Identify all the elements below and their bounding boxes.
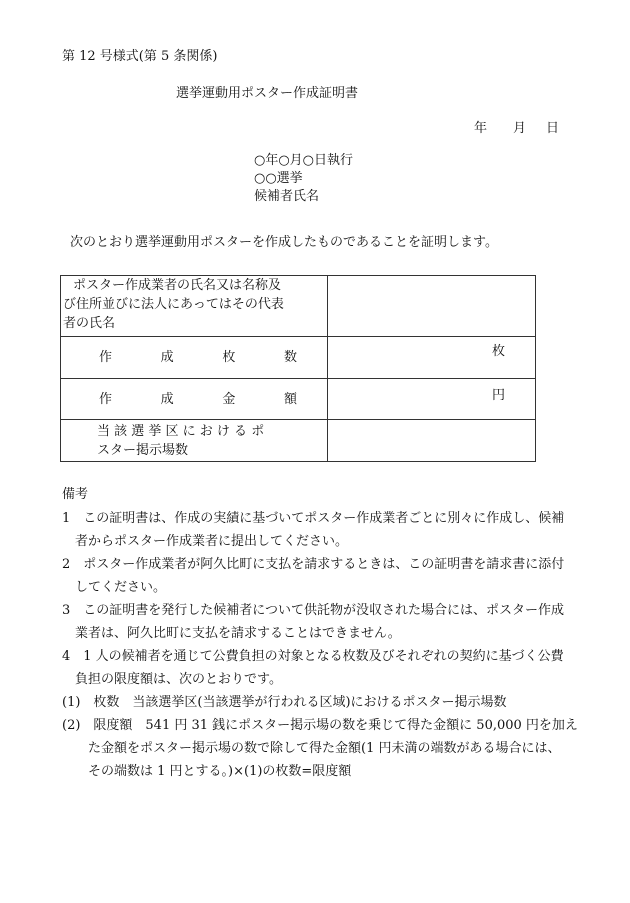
producer-label-line: び住所並びに法人にあってはその代表 [63,297,284,312]
amount-unit: 円 [491,388,505,403]
candidate-name-label: 候補者氏名 [254,189,320,204]
producer-name-field[interactable] [328,276,536,337]
table-row [61,276,536,337]
note-line: 者からポスター作成業者に提出してください。 [62,534,349,549]
quantity-unit: 枚 [491,344,505,359]
quantity-field[interactable] [328,337,536,379]
date-year-label: 年 [474,121,488,136]
document-title: 選挙運動用ポスター作成証明書 [176,86,359,101]
note-line: その端数は 1 円とする。)×(1)の枚数=限度額 [62,764,352,779]
certification-statement: 次のとおり選挙運動用ポスターを作成したものであることを証明します。 [70,235,498,250]
note-line: 4 1 人の候補者を通じて公費負担の対象となる枚数及びそれぞれの契約に基づく公費 [62,649,564,664]
amount-label [61,379,328,420]
form-number: 第 12 号様式(第 5 条関係) [62,49,218,64]
date-day-label: 日 [546,121,560,136]
label-char: 成 [160,350,174,365]
note-line: 負担の限度額は、次のとおりです。 [62,672,282,687]
label-char: 金 [222,391,236,407]
label-char: 成 [160,391,174,407]
producer-label-line: 者の氏名 [63,316,116,331]
label-char: 額 [283,391,297,407]
notes-heading: 備考 [62,487,89,502]
label-char: 枚 [222,350,236,365]
label-char: 作 [99,391,113,407]
producer-label-line: ポスター作成業者の氏名又は名称及 [73,278,282,293]
election-date: ○年○月○日執行 [254,153,354,168]
poster-board-count-field[interactable] [328,420,536,462]
note-line: してください。 [62,580,167,595]
producer-name-label [61,276,328,337]
board-label-line: 当 該 選 挙 区 に お け る ポ [97,424,265,439]
date-month-label: 月 [513,121,527,136]
label-char: 数 [283,350,297,365]
table-row [61,420,536,462]
note-line: 1 この証明書は、作成の実績に基づいてポスター作成業者ごとに別々に作成し、候補 [62,511,565,526]
table-row [61,337,536,379]
quantity-label [61,337,328,379]
poster-board-count-label [61,420,328,462]
certificate-table [60,275,536,462]
note-line: た金額をポスター掲示場の数で除して得た金額(1 円未満の端数がある場合には、 [62,741,561,756]
amount-field[interactable] [328,379,536,420]
note-line: 3 この証明書を発行した候補者について供託物が没収された場合には、ポスター作成 [62,603,565,618]
table-row [61,379,536,420]
election-name: ○○選挙 [254,171,303,186]
board-label-line: スター掲示場数 [97,443,189,458]
label-char: 作 [99,350,113,365]
note-line: (1) 枚数 当該選挙区(当該選挙が行われる区域)におけるポスター掲示場数 [62,695,507,710]
note-line: 業者は、阿久比町に支払を請求することはできません。 [62,626,401,641]
note-line: 2 ポスター作成業者が阿久比町に支払を請求するときは、この証明書を請求書に添付 [62,557,565,572]
note-line: (2) 限度額 541 円 31 銭にポスター掲示場の数を乗じて得た金額に 50,000 円を加え [62,718,578,733]
